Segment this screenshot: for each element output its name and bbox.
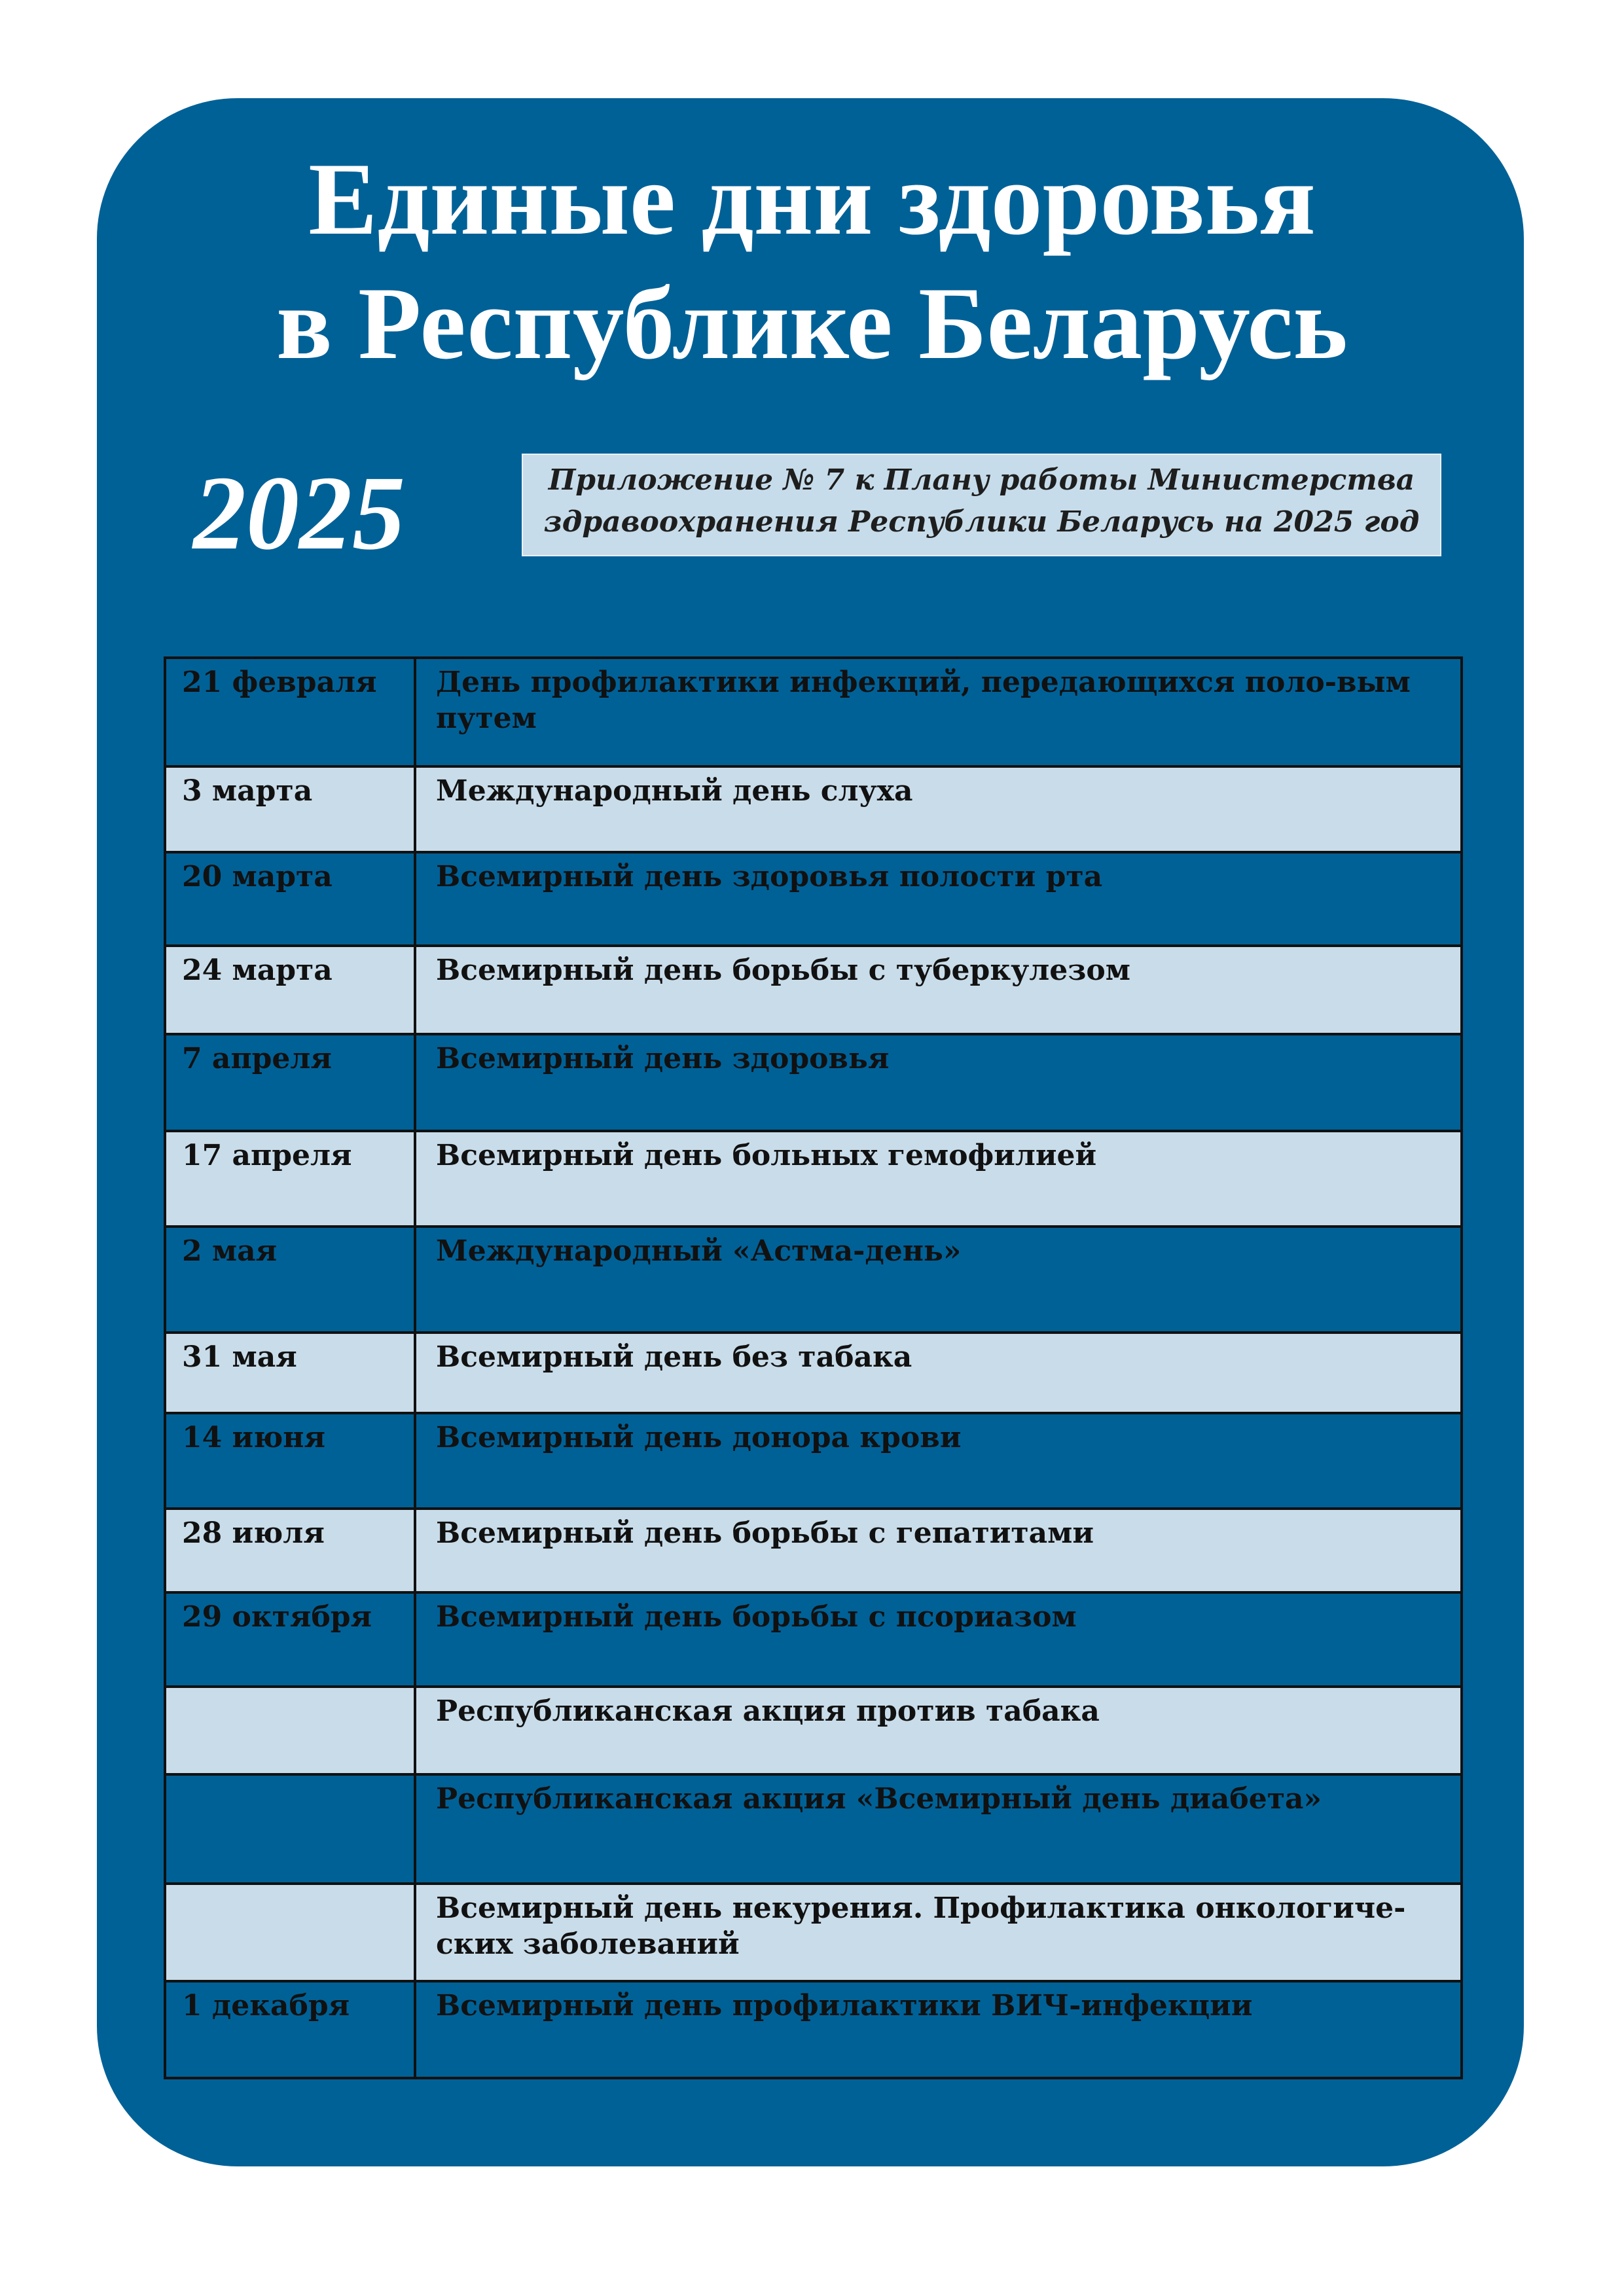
date-cell: 17 апреля	[165, 1131, 415, 1227]
event-cell: Всемирный день борьбы с псориазом	[415, 1592, 1462, 1687]
date-cell: 3 марта	[165, 766, 415, 852]
date-cell: 20 марта	[165, 852, 415, 946]
table-row	[165, 1981, 1462, 2078]
event-cell: Всемирный день донора крови	[415, 1413, 1462, 1509]
table-row	[165, 1131, 1462, 1227]
date-cell	[165, 1884, 415, 1981]
event-cell: Всемирный день профилактики ВИЧ-инфекции	[415, 1981, 1462, 2078]
title-line-1: Единые дни здоровья	[308, 142, 1316, 257]
table-row	[165, 1774, 1462, 1884]
title-line-2: в Республике Беларусь	[276, 266, 1348, 381]
event-cell: Республиканская акция «Всемирный день диабета»	[415, 1774, 1462, 1884]
date-cell: 7 апреля	[165, 1034, 415, 1131]
appendix-note	[522, 454, 1441, 556]
event-cell: Всемирный день борьбы с туберкулезом	[415, 946, 1462, 1034]
date-cell: 2 мая	[165, 1227, 415, 1333]
health-days-table	[164, 656, 1463, 2079]
table-row	[165, 852, 1462, 946]
date-cell: 28 июля	[165, 1509, 415, 1592]
table-row	[165, 1884, 1462, 1981]
event-cell: Всемирный день здоровья	[415, 1034, 1462, 1131]
date-cell	[165, 1687, 415, 1774]
event-cell: Республиканская акция против табака	[415, 1687, 1462, 1774]
table-row	[165, 1333, 1462, 1413]
event-cell: День профилактики инфекций, передающихся поло-вым путем	[415, 658, 1462, 766]
event-cell: Всемирный день здоровья полости рта	[415, 852, 1462, 946]
date-cell: 29 октября	[165, 1592, 415, 1687]
table-row	[165, 1509, 1462, 1592]
event-cell: Всемирный день больных гемофилией	[415, 1131, 1462, 1227]
date-cell: 1 декабря	[165, 1981, 415, 2078]
event-cell: Международный день слуха	[415, 766, 1462, 852]
date-cell: 31 мая	[165, 1333, 415, 1413]
event-cell: Международный «Астма-день»	[415, 1227, 1462, 1333]
table-row	[165, 1034, 1462, 1131]
date-cell	[165, 1774, 415, 1884]
table-row	[165, 658, 1462, 766]
table-row	[165, 1413, 1462, 1509]
appendix-note-line-2: здравоохранения Республики Беларусь на 2025 год	[543, 505, 1420, 539]
table-row	[165, 1227, 1462, 1333]
appendix-note-line-1: Приложение № 7 к Плану работы Министерства	[548, 463, 1415, 497]
date-cell: 24 марта	[165, 946, 415, 1034]
date-cell: 14 июня	[165, 1413, 415, 1509]
page-title	[0, 137, 1624, 386]
date-cell: 21 февраля	[165, 658, 415, 766]
event-cell: Всемирный день без табака	[415, 1333, 1462, 1413]
table-row	[165, 946, 1462, 1034]
table-row	[165, 766, 1462, 852]
event-cell: Всемирный день некурения. Профилактика онкологиче-ских заболеваний	[415, 1884, 1462, 1981]
table-row	[165, 1687, 1462, 1774]
event-cell: Всемирный день борьбы с гепатитами	[415, 1509, 1462, 1592]
year-label: 2025	[193, 455, 405, 572]
table-row	[165, 1592, 1462, 1687]
